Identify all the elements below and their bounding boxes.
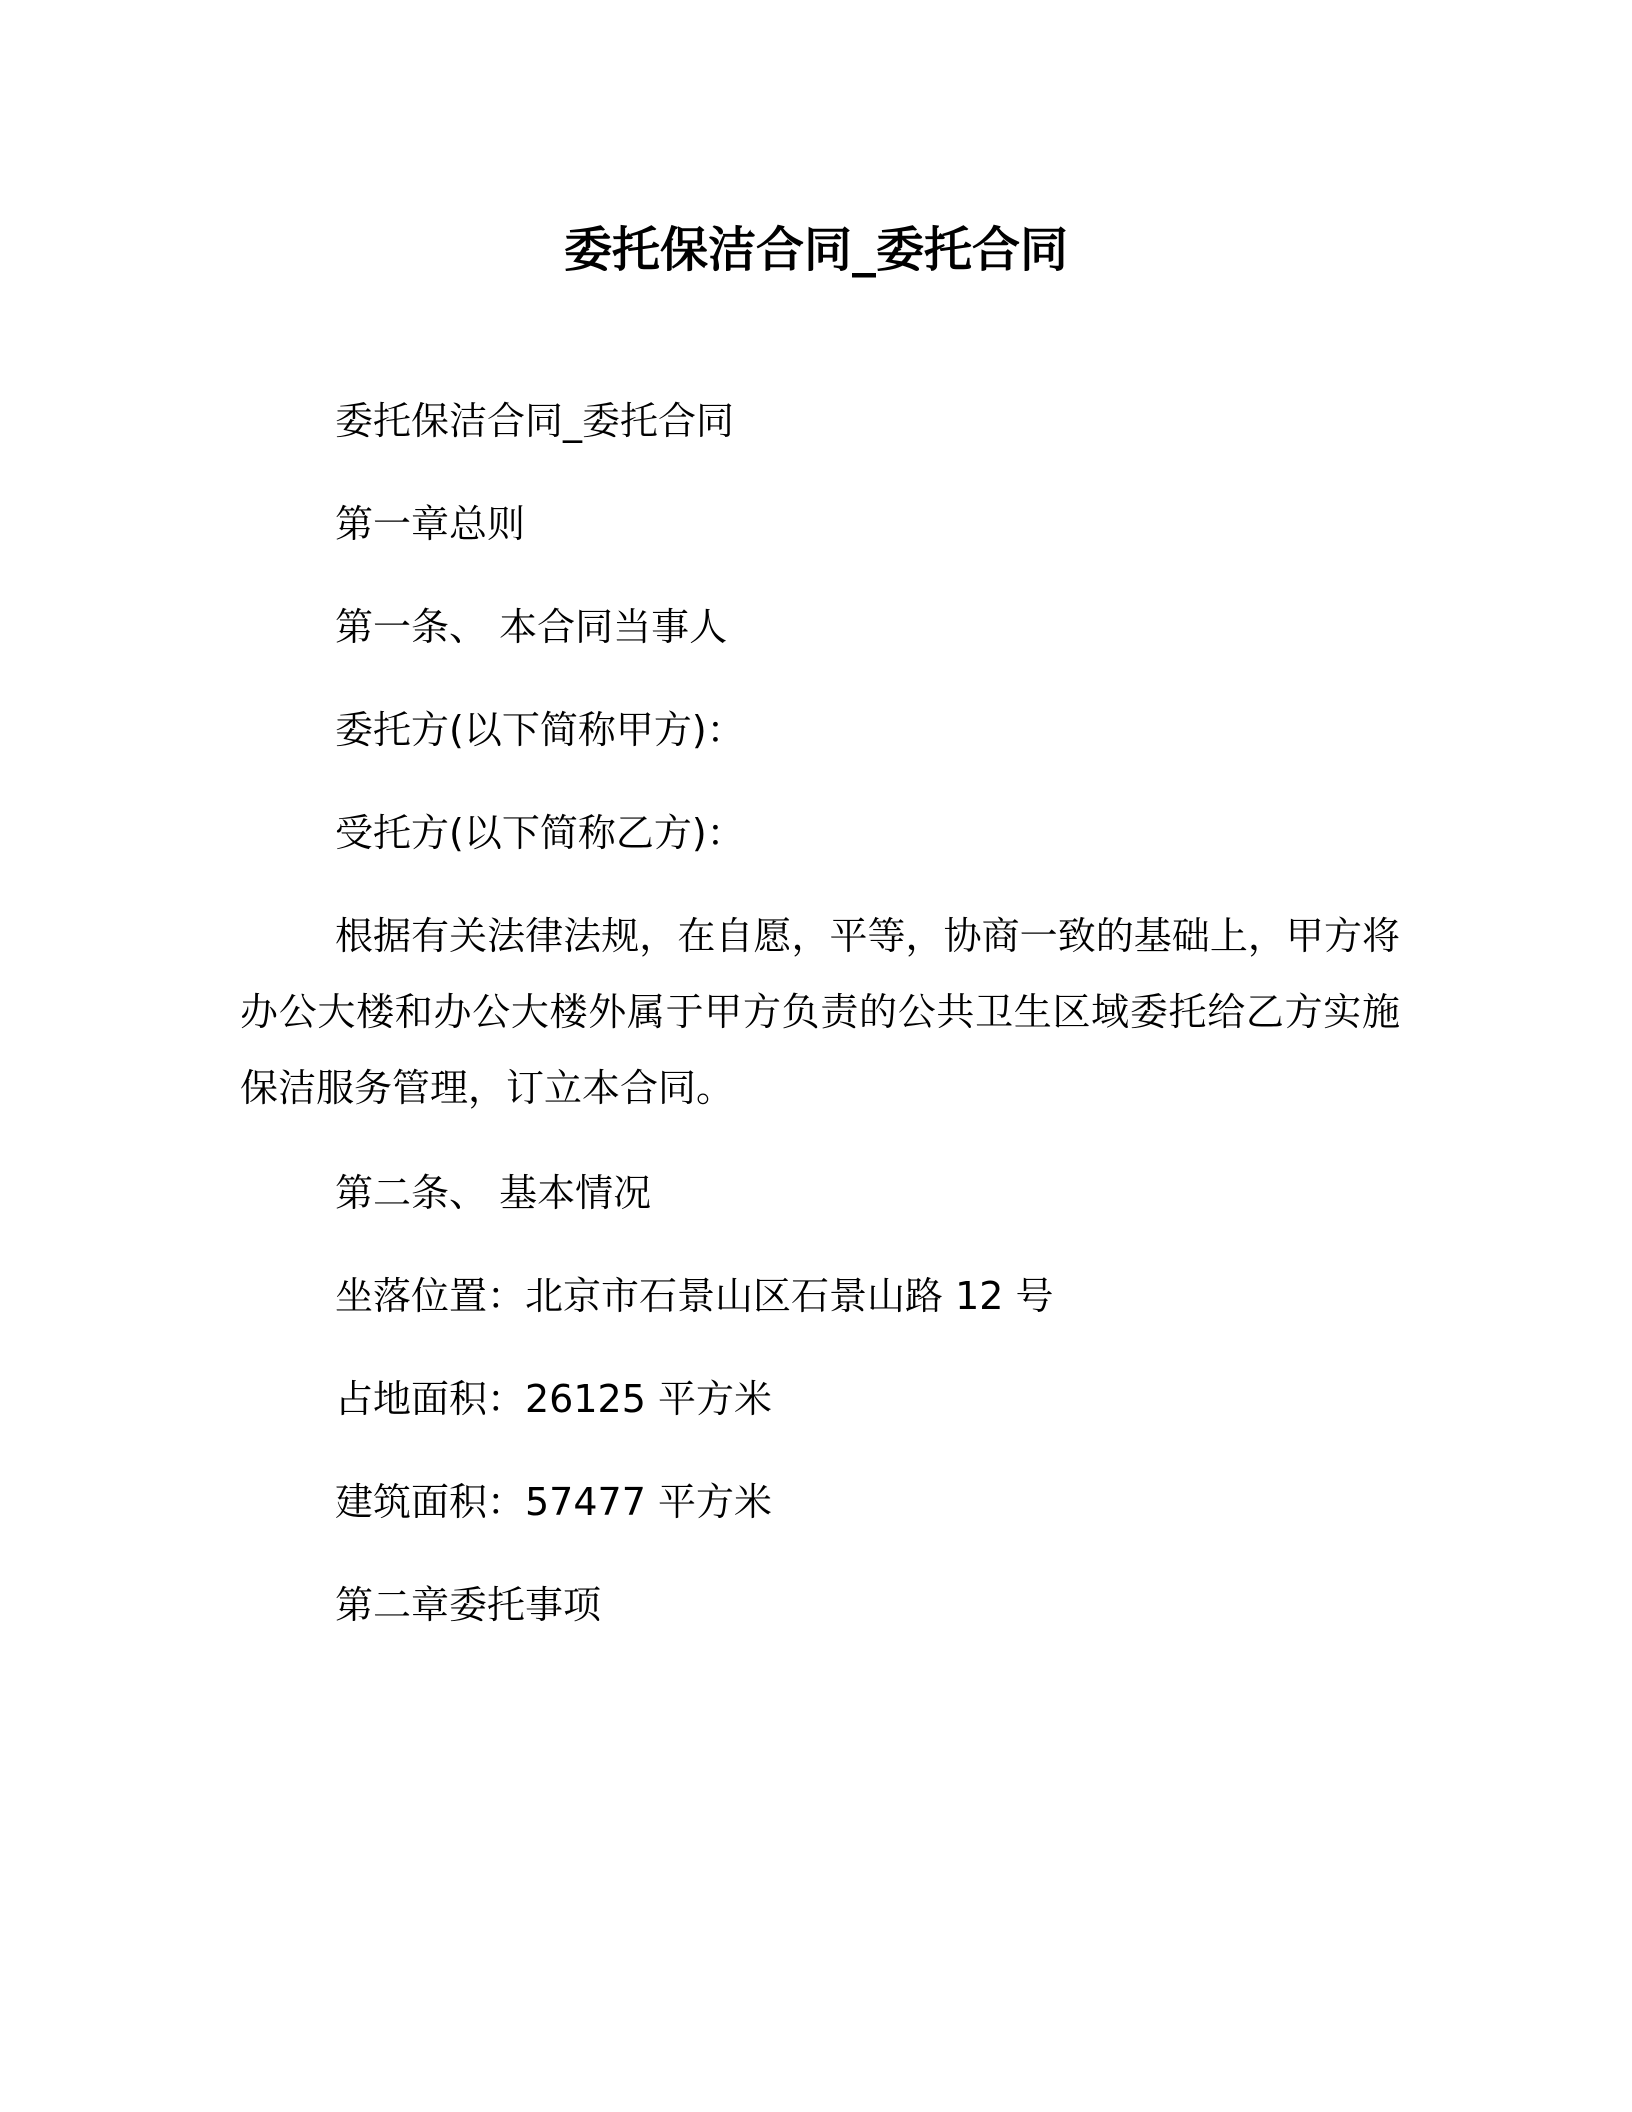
land-area-line: 占地面积：26125 平方米 bbox=[335, 1377, 772, 1421]
subtitle-line: 委托保洁合同_委托合同 bbox=[335, 399, 735, 443]
party-b-line: 受托方(以下简称乙方)： bbox=[335, 811, 745, 855]
party-a-line: 委托方(以下简称甲方)： bbox=[335, 708, 745, 752]
preamble-paragraph: 根据有关法律法规，在自愿，平等，协商一致的基础上，甲方将办公大楼和办公大楼外属于甲方负责的公共卫生区域委托给乙方实施保洁服务管理，订立本合同。 bbox=[240, 914, 1400, 1110]
article-one-heading: 第一条、 本合同当事人 bbox=[335, 605, 728, 649]
building-area-line: 建筑面积：57477 平方米 bbox=[335, 1480, 772, 1524]
document-title: 委托保洁合同_委托合同 bbox=[563, 222, 1068, 278]
location-line: 坐落位置：北京市石景山区石景山路 12 号 bbox=[335, 1274, 1054, 1318]
chapter-one-heading: 第一章总则 bbox=[335, 502, 526, 546]
article-two-heading: 第二条、 基本情况 bbox=[335, 1171, 652, 1215]
chapter-two-heading: 第二章委托事项 bbox=[335, 1583, 602, 1627]
